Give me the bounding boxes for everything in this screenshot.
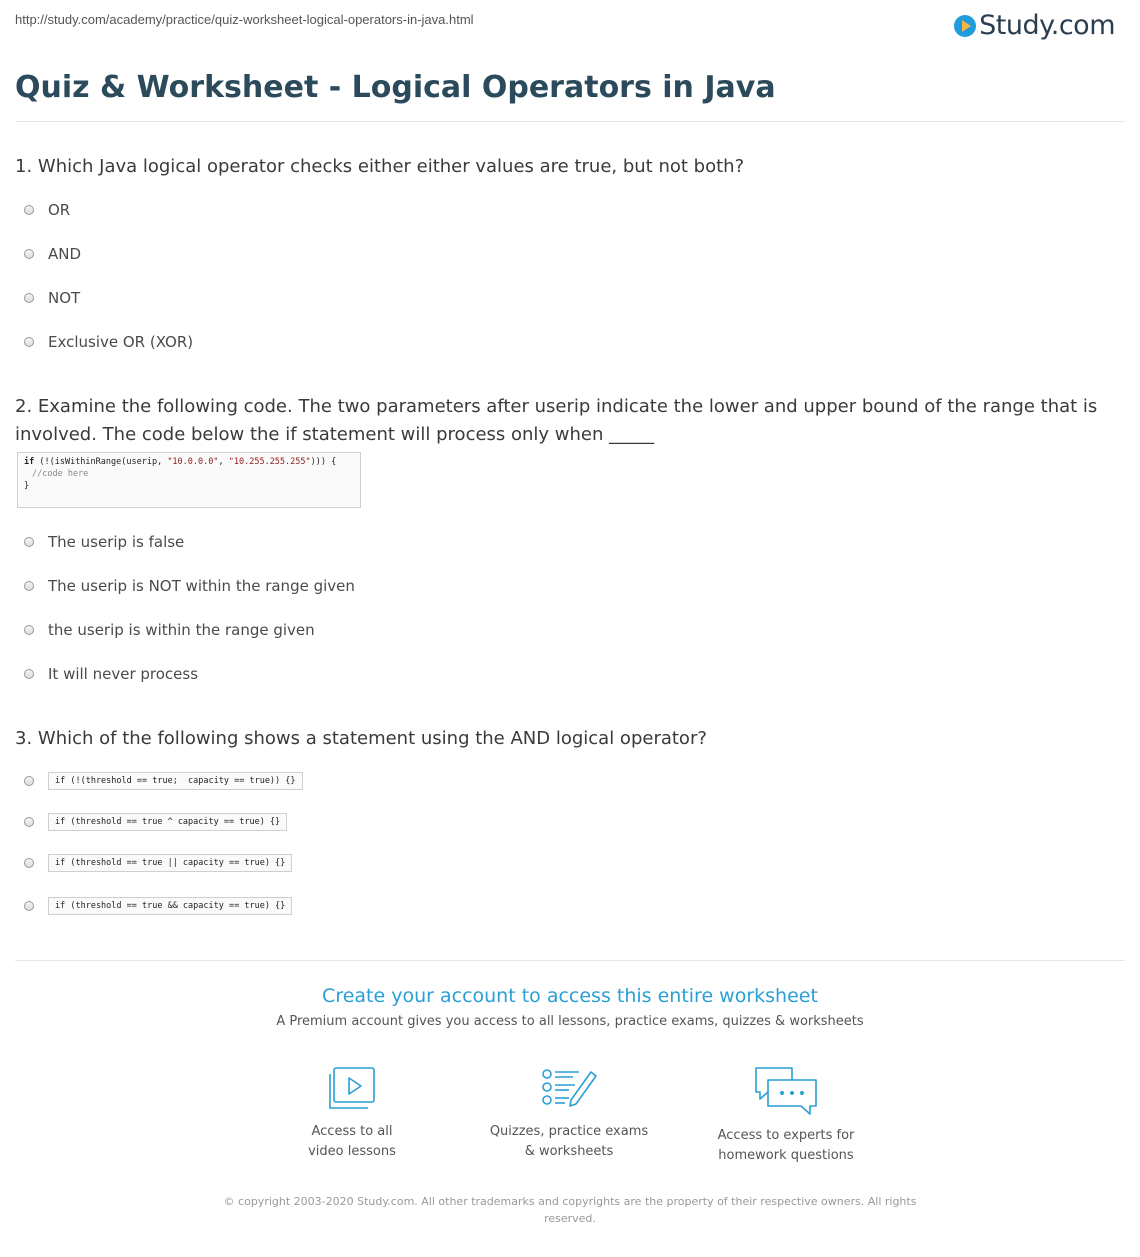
q3-option-1[interactable] [24, 772, 303, 790]
radio-button[interactable] [24, 249, 34, 259]
code-string: "10.255.255.255" [228, 457, 311, 467]
play-logo-icon [954, 15, 976, 37]
feature-quizzes [484, 1066, 654, 1162]
code-comment: //code here [32, 469, 89, 479]
experts-chat-icon [754, 1066, 818, 1116]
radio-button[interactable] [24, 581, 34, 591]
code-text: ))) { [310, 457, 337, 467]
option-code: if (!(threshold == true; capacity == true)) {} [48, 772, 303, 790]
feature-label-line1: Quizzes, practice exams [489, 1124, 649, 1139]
q3-option-4[interactable] [24, 897, 292, 915]
title-divider [15, 121, 1125, 122]
code-text: } [24, 481, 30, 491]
page-title: Quiz & Worksheet - Logical Operators in Java [15, 70, 776, 105]
feature-label-line1: Access to all [311, 1124, 393, 1139]
radio-button[interactable] [24, 776, 34, 786]
q2-option-3[interactable] [24, 621, 315, 639]
option-label: AND [48, 245, 82, 263]
video-lessons-icon [326, 1066, 378, 1112]
option-label: OR [48, 201, 71, 219]
radio-button[interactable] [24, 669, 34, 679]
question-3: 3. Which of the following shows a statement using the AND logical operator? [15, 728, 707, 749]
radio-button[interactable] [24, 337, 34, 347]
feature-label-line2: & worksheets [524, 1144, 614, 1159]
option-code: if (threshold == true || capacity == true) {} [48, 854, 292, 872]
option-code: if (threshold == true ^ capacity == true) {} [48, 813, 287, 831]
radio-button[interactable] [24, 901, 34, 911]
copyright-text: © copyright 2003-2020 Study.com. All other trademarks and copyrights are the property of their respective owners. All rights reserved. [223, 1195, 917, 1225]
q1-option-1[interactable] [24, 201, 70, 219]
feature-label-line1: Access to experts for [717, 1128, 855, 1143]
option-label: Exclusive OR (XOR) [48, 333, 194, 351]
code-text: , [218, 457, 229, 467]
option-label: NOT [48, 289, 81, 307]
create-account-link[interactable]: Create your account to access this entire worksheet [322, 985, 818, 1007]
q2-option-1[interactable] [24, 533, 184, 551]
q1-option-4[interactable] [24, 333, 193, 351]
q3-option-2[interactable] [24, 813, 287, 831]
code-string: "10.0.0.0" [167, 457, 219, 467]
option-label: It will never process [48, 665, 199, 683]
radio-button[interactable] [24, 817, 34, 827]
section-divider [15, 960, 1125, 961]
option-label: The userip is NOT within the range given [48, 577, 355, 595]
option-label: the userip is within the range given [48, 621, 315, 639]
top-bar [15, 12, 1125, 42]
q3-option-3[interactable] [24, 854, 292, 872]
option-label: The userip is false [48, 533, 185, 551]
feature-video-lessons [267, 1066, 437, 1162]
radio-button[interactable] [24, 537, 34, 547]
quizzes-icon [539, 1066, 599, 1112]
question-2: 2. Examine the following code. The two parameters after userip indicate the lower and upper bound of the range that is involved. The code below the if statement will process only when _____ [15, 396, 1098, 445]
radio-button[interactable] [24, 625, 34, 635]
feature-label-line2: homework questions [718, 1148, 854, 1163]
code-keyword: if [24, 457, 35, 467]
code-text: (!(isWithinRange(userip, [34, 457, 168, 467]
q2-option-4[interactable] [24, 665, 198, 683]
question-1: 1. Which Java logical operator checks either either values are true, but not both? [15, 156, 745, 177]
feature-experts [701, 1066, 871, 1166]
radio-button[interactable] [24, 293, 34, 303]
q1-option-2[interactable] [24, 245, 81, 263]
option-code: if (threshold == true && capacity == true) {} [48, 897, 292, 915]
cta-subtitle: A Premium account gives you access to all lessons, practice exams, quizzes & worksheets [276, 1014, 864, 1029]
radio-button[interactable] [24, 205, 34, 215]
q2-option-2[interactable] [24, 577, 355, 595]
page-url: http://study.com/academy/practice/quiz-worksheet-logical-operators-in-java.html [15, 12, 474, 27]
q1-option-3[interactable] [24, 289, 80, 307]
code-snippet [17, 452, 361, 508]
feature-label-line2: video lessons [308, 1144, 396, 1159]
study-logo[interactable] [954, 10, 1115, 41]
logo-text: Study.com [979, 10, 1115, 41]
radio-button[interactable] [24, 858, 34, 868]
